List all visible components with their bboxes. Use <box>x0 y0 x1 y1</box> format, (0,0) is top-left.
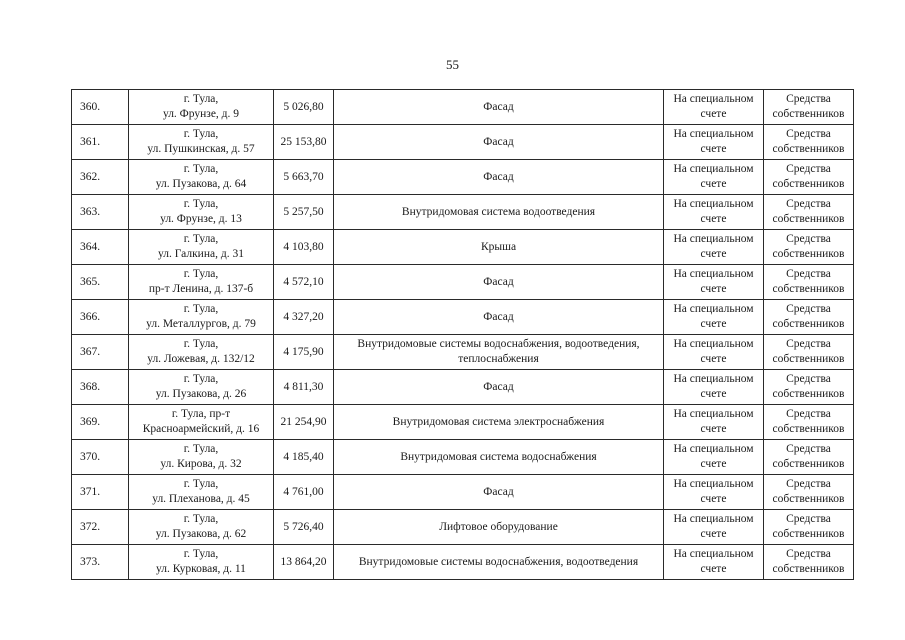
row-number-cell <box>72 125 129 160</box>
work-type-text: Фасад <box>483 380 514 393</box>
address-cell <box>129 195 274 230</box>
row-number-cell <box>72 440 129 475</box>
address-cell <box>129 510 274 545</box>
table-row <box>72 475 854 510</box>
address-text: г. Тула, <box>183 93 219 105</box>
cost-text: 13 864,20 <box>280 555 327 568</box>
work-type-text: Фасад <box>483 170 514 183</box>
work-type-text: Фасад <box>483 100 514 113</box>
address-cell <box>129 90 274 125</box>
table-row <box>72 300 854 335</box>
address-text: ул. Фрунзе, д. 13 <box>160 213 242 225</box>
account-cell <box>664 160 764 195</box>
account-text: На специальном <box>673 478 754 490</box>
work-type-cell <box>334 195 664 230</box>
cost-text: 25 153,80 <box>280 135 327 148</box>
funding-source-text: собственников <box>772 493 845 505</box>
row-number-text: 362. <box>80 170 101 183</box>
address-text: г. Тула, <box>183 373 219 385</box>
account-text: счете <box>700 213 727 225</box>
account-text: На специальном <box>673 93 754 105</box>
funding-source-text: Средства <box>786 373 831 385</box>
work-type-text: Крыша <box>480 240 517 253</box>
table-row <box>72 510 854 545</box>
account-text: счете <box>700 143 727 155</box>
row-number-cell <box>72 265 129 300</box>
cost-cell <box>274 545 334 580</box>
work-type-text: теплоснабжения <box>458 353 539 365</box>
address-cell <box>129 405 274 440</box>
funding-source-cell <box>764 265 854 300</box>
cost-text: 4 103,80 <box>283 240 324 253</box>
work-type-text: Внутридомовая система электроснабжения <box>392 415 605 428</box>
address-cell <box>129 300 274 335</box>
address-text: г. Тула, <box>183 303 219 315</box>
account-text: счете <box>700 458 727 470</box>
cost-text: 4 175,90 <box>283 345 324 358</box>
row-number-cell <box>72 90 129 125</box>
row-number-text: 372. <box>80 520 101 533</box>
account-text: счете <box>700 423 727 435</box>
account-cell <box>664 230 764 265</box>
work-type-text: Внутридомовые системы водоснабжения, водоотведения, <box>357 338 640 350</box>
funding-source-cell <box>764 125 854 160</box>
work-type-text: Фасад <box>483 135 514 148</box>
row-number-text: 364. <box>80 240 101 253</box>
funding-source-cell <box>764 440 854 475</box>
funding-source-text: собственников <box>772 213 845 225</box>
row-number-text: 367. <box>80 345 101 358</box>
row-number-cell <box>72 300 129 335</box>
address-text: ул. Плеханова, д. 45 <box>152 493 250 505</box>
account-text: счете <box>700 353 727 365</box>
row-number-cell <box>72 230 129 265</box>
account-cell <box>664 300 764 335</box>
cost-text: 4 811,30 <box>283 380 324 393</box>
funding-source-text: Средства <box>786 93 831 105</box>
account-text: счете <box>700 388 727 400</box>
address-cell <box>129 125 274 160</box>
funding-source-text: Средства <box>786 128 831 140</box>
work-type-text: Фасад <box>483 310 514 323</box>
row-number-cell <box>72 195 129 230</box>
work-type-cell <box>334 475 664 510</box>
table-row <box>72 195 854 230</box>
work-type-text: Внутридомовая система водоснабжения <box>400 450 597 463</box>
address-text: г. Тула, <box>183 443 219 455</box>
address-cell <box>129 370 274 405</box>
table-body <box>72 90 854 580</box>
account-cell <box>664 335 764 370</box>
work-type-cell <box>334 160 664 195</box>
work-type-text: Фасад <box>483 485 514 498</box>
table-row <box>72 335 854 370</box>
work-type-cell <box>334 90 664 125</box>
cost-cell <box>274 335 334 370</box>
funding-source-cell <box>764 335 854 370</box>
funding-source-text: Средства <box>786 233 831 245</box>
address-text: ул. Кирова, д. 32 <box>160 458 242 470</box>
table-row <box>72 230 854 265</box>
account-text: На специальном <box>673 233 754 245</box>
work-type-cell <box>334 370 664 405</box>
address-text: г. Тула, <box>183 198 219 210</box>
funding-source-cell <box>764 510 854 545</box>
cost-text: 4 761,00 <box>283 485 324 498</box>
account-cell <box>664 510 764 545</box>
work-type-cell <box>334 300 664 335</box>
cost-text: 5 257,50 <box>283 205 324 218</box>
cost-text: 5 663,70 <box>283 170 324 183</box>
page-number: 55 <box>446 57 459 72</box>
funding-source-text: Средства <box>786 268 831 280</box>
cost-cell <box>274 160 334 195</box>
table-row <box>72 370 854 405</box>
work-type-cell <box>334 440 664 475</box>
funding-source-text: Средства <box>786 198 831 210</box>
table-row <box>72 125 854 160</box>
funding-source-text: собственников <box>772 108 845 120</box>
account-text: счете <box>700 528 727 540</box>
account-text: На специальном <box>673 513 754 525</box>
work-type-cell <box>334 125 664 160</box>
cost-text: 5 026,80 <box>283 100 324 113</box>
row-number-cell <box>72 370 129 405</box>
row-number-cell <box>72 160 129 195</box>
funding-source-text: Средства <box>786 303 831 315</box>
cost-cell <box>274 405 334 440</box>
table-row <box>72 90 854 125</box>
account-cell <box>664 90 764 125</box>
address-text: ул. Пузакова, д. 62 <box>155 528 247 540</box>
account-text: На специальном <box>673 443 754 455</box>
address-cell <box>129 475 274 510</box>
account-text: На специальном <box>673 303 754 315</box>
funding-source-cell <box>764 370 854 405</box>
register-table <box>71 89 854 580</box>
funding-source-text: собственников <box>772 458 845 470</box>
address-text: ул. Пузакова, д. 26 <box>155 388 247 400</box>
address-cell <box>129 160 274 195</box>
account-text: На специальном <box>673 373 754 385</box>
work-type-cell <box>334 545 664 580</box>
cost-text: 4 327,20 <box>283 310 324 323</box>
row-number-text: 363. <box>80 205 101 218</box>
address-text: г. Тула, <box>183 478 219 490</box>
account-text: На специальном <box>673 198 754 210</box>
funding-source-cell <box>764 405 854 440</box>
address-text: ул. Ложевая, д. 132/12 <box>147 353 255 365</box>
row-number-text: 361. <box>80 135 101 148</box>
row-number-text: 360. <box>80 100 101 113</box>
account-text: На специальном <box>673 128 754 140</box>
cost-cell <box>274 370 334 405</box>
address-text: г. Тула, <box>183 268 219 280</box>
funding-source-cell <box>764 160 854 195</box>
table-row <box>72 545 854 580</box>
address-text: г. Тула, <box>183 513 219 525</box>
funding-source-text: собственников <box>772 423 845 435</box>
table-row <box>72 265 854 300</box>
account-text: счете <box>700 178 727 190</box>
account-text: счете <box>700 563 727 575</box>
address-cell <box>129 230 274 265</box>
account-cell <box>664 440 764 475</box>
funding-source-cell <box>764 230 854 265</box>
cost-cell <box>274 440 334 475</box>
address-text: ул. Металлургов, д. 79 <box>146 318 256 330</box>
account-text: На специальном <box>673 408 754 420</box>
cost-text: 4 185,40 <box>283 450 324 463</box>
funding-source-text: собственников <box>772 563 845 575</box>
cost-text: 5 726,40 <box>283 520 324 533</box>
work-type-text: Внутридомовая система водоотведения <box>401 205 596 218</box>
funding-source-cell <box>764 545 854 580</box>
account-text: счете <box>700 318 727 330</box>
cost-cell <box>274 265 334 300</box>
work-type-cell <box>334 405 664 440</box>
address-cell <box>129 335 274 370</box>
funding-source-cell <box>764 475 854 510</box>
address-text: г. Тула, <box>183 233 219 245</box>
account-text: счете <box>700 108 727 120</box>
funding-source-cell <box>764 195 854 230</box>
row-number-text: 373. <box>80 555 101 568</box>
funding-source-text: собственников <box>772 248 845 260</box>
account-cell <box>664 405 764 440</box>
address-text: пр-т Ленина, д. 137-б <box>148 283 254 295</box>
account-cell <box>664 370 764 405</box>
work-type-text: Фасад <box>483 275 514 288</box>
row-number-cell <box>72 475 129 510</box>
table-row <box>72 405 854 440</box>
address-cell <box>129 265 274 300</box>
funding-source-cell <box>764 300 854 335</box>
work-type-text: Лифтовое оборудование <box>439 520 558 533</box>
work-type-cell <box>334 335 664 370</box>
funding-source-text: собственников <box>772 143 845 155</box>
funding-source-text: Средства <box>786 513 831 525</box>
account-text: счете <box>700 248 727 260</box>
address-text: ул. Курковая, д. 11 <box>156 563 246 575</box>
address-text: г. Тула, <box>183 548 219 560</box>
row-number-text: 366. <box>80 310 101 323</box>
cost-cell <box>274 510 334 545</box>
cost-text: 4 572,10 <box>283 275 324 288</box>
row-number-cell <box>72 405 129 440</box>
row-number-text: 370. <box>80 450 101 463</box>
funding-source-text: Средства <box>786 478 831 490</box>
address-cell <box>129 545 274 580</box>
address-text: ул. Галкина, д. 31 <box>158 248 244 260</box>
funding-source-text: собственников <box>772 318 845 330</box>
address-text: ул. Фрунзе, д. 9 <box>162 108 240 120</box>
table-row <box>72 160 854 195</box>
address-text: ул. Пушкинская, д. 57 <box>147 143 255 155</box>
work-type-cell <box>334 265 664 300</box>
funding-source-text: собственников <box>772 283 845 295</box>
address-text: г. Тула, <box>183 163 219 175</box>
funding-source-cell <box>764 90 854 125</box>
cost-text: 21 254,90 <box>280 415 327 428</box>
funding-source-text: Средства <box>786 443 831 455</box>
account-text: На специальном <box>673 268 754 280</box>
row-number-text: 371. <box>80 485 101 498</box>
funding-source-text: собственников <box>772 528 845 540</box>
row-number-cell <box>72 545 129 580</box>
address-text: г. Тула, <box>183 128 219 140</box>
account-cell <box>664 195 764 230</box>
account-text: На специальном <box>673 163 754 175</box>
funding-source-text: Средства <box>786 548 831 560</box>
account-text: счете <box>700 493 727 505</box>
account-text: На специальном <box>673 338 754 350</box>
address-text: г. Тула, <box>183 338 219 350</box>
funding-source-text: Средства <box>786 408 831 420</box>
account-cell <box>664 545 764 580</box>
row-number-text: 368. <box>80 380 101 393</box>
funding-source-text: Средства <box>786 338 831 350</box>
cost-cell <box>274 230 334 265</box>
account-cell <box>664 265 764 300</box>
work-type-text: Внутридомовые системы водоснабжения, водоотведения <box>358 555 639 568</box>
cost-cell <box>274 475 334 510</box>
funding-source-text: собственников <box>772 353 845 365</box>
row-number-cell <box>72 335 129 370</box>
cost-cell <box>274 125 334 160</box>
account-cell <box>664 475 764 510</box>
cost-cell <box>274 300 334 335</box>
cost-cell <box>274 195 334 230</box>
account-cell <box>664 125 764 160</box>
account-text: счете <box>700 283 727 295</box>
cost-cell <box>274 90 334 125</box>
funding-source-text: собственников <box>772 178 845 190</box>
work-type-cell <box>334 510 664 545</box>
row-number-text: 365. <box>80 275 101 288</box>
funding-source-text: собственников <box>772 388 845 400</box>
address-text: ул. Пузакова, д. 64 <box>155 178 247 190</box>
row-number-cell <box>72 510 129 545</box>
address-text: Красноармейский, д. 16 <box>142 423 260 435</box>
address-text: г. Тула, пр-т <box>171 408 231 420</box>
work-type-cell <box>334 230 664 265</box>
table-row <box>72 440 854 475</box>
account-text: На специальном <box>673 548 754 560</box>
funding-source-text: Средства <box>786 163 831 175</box>
row-number-text: 369. <box>80 415 101 428</box>
address-cell <box>129 440 274 475</box>
